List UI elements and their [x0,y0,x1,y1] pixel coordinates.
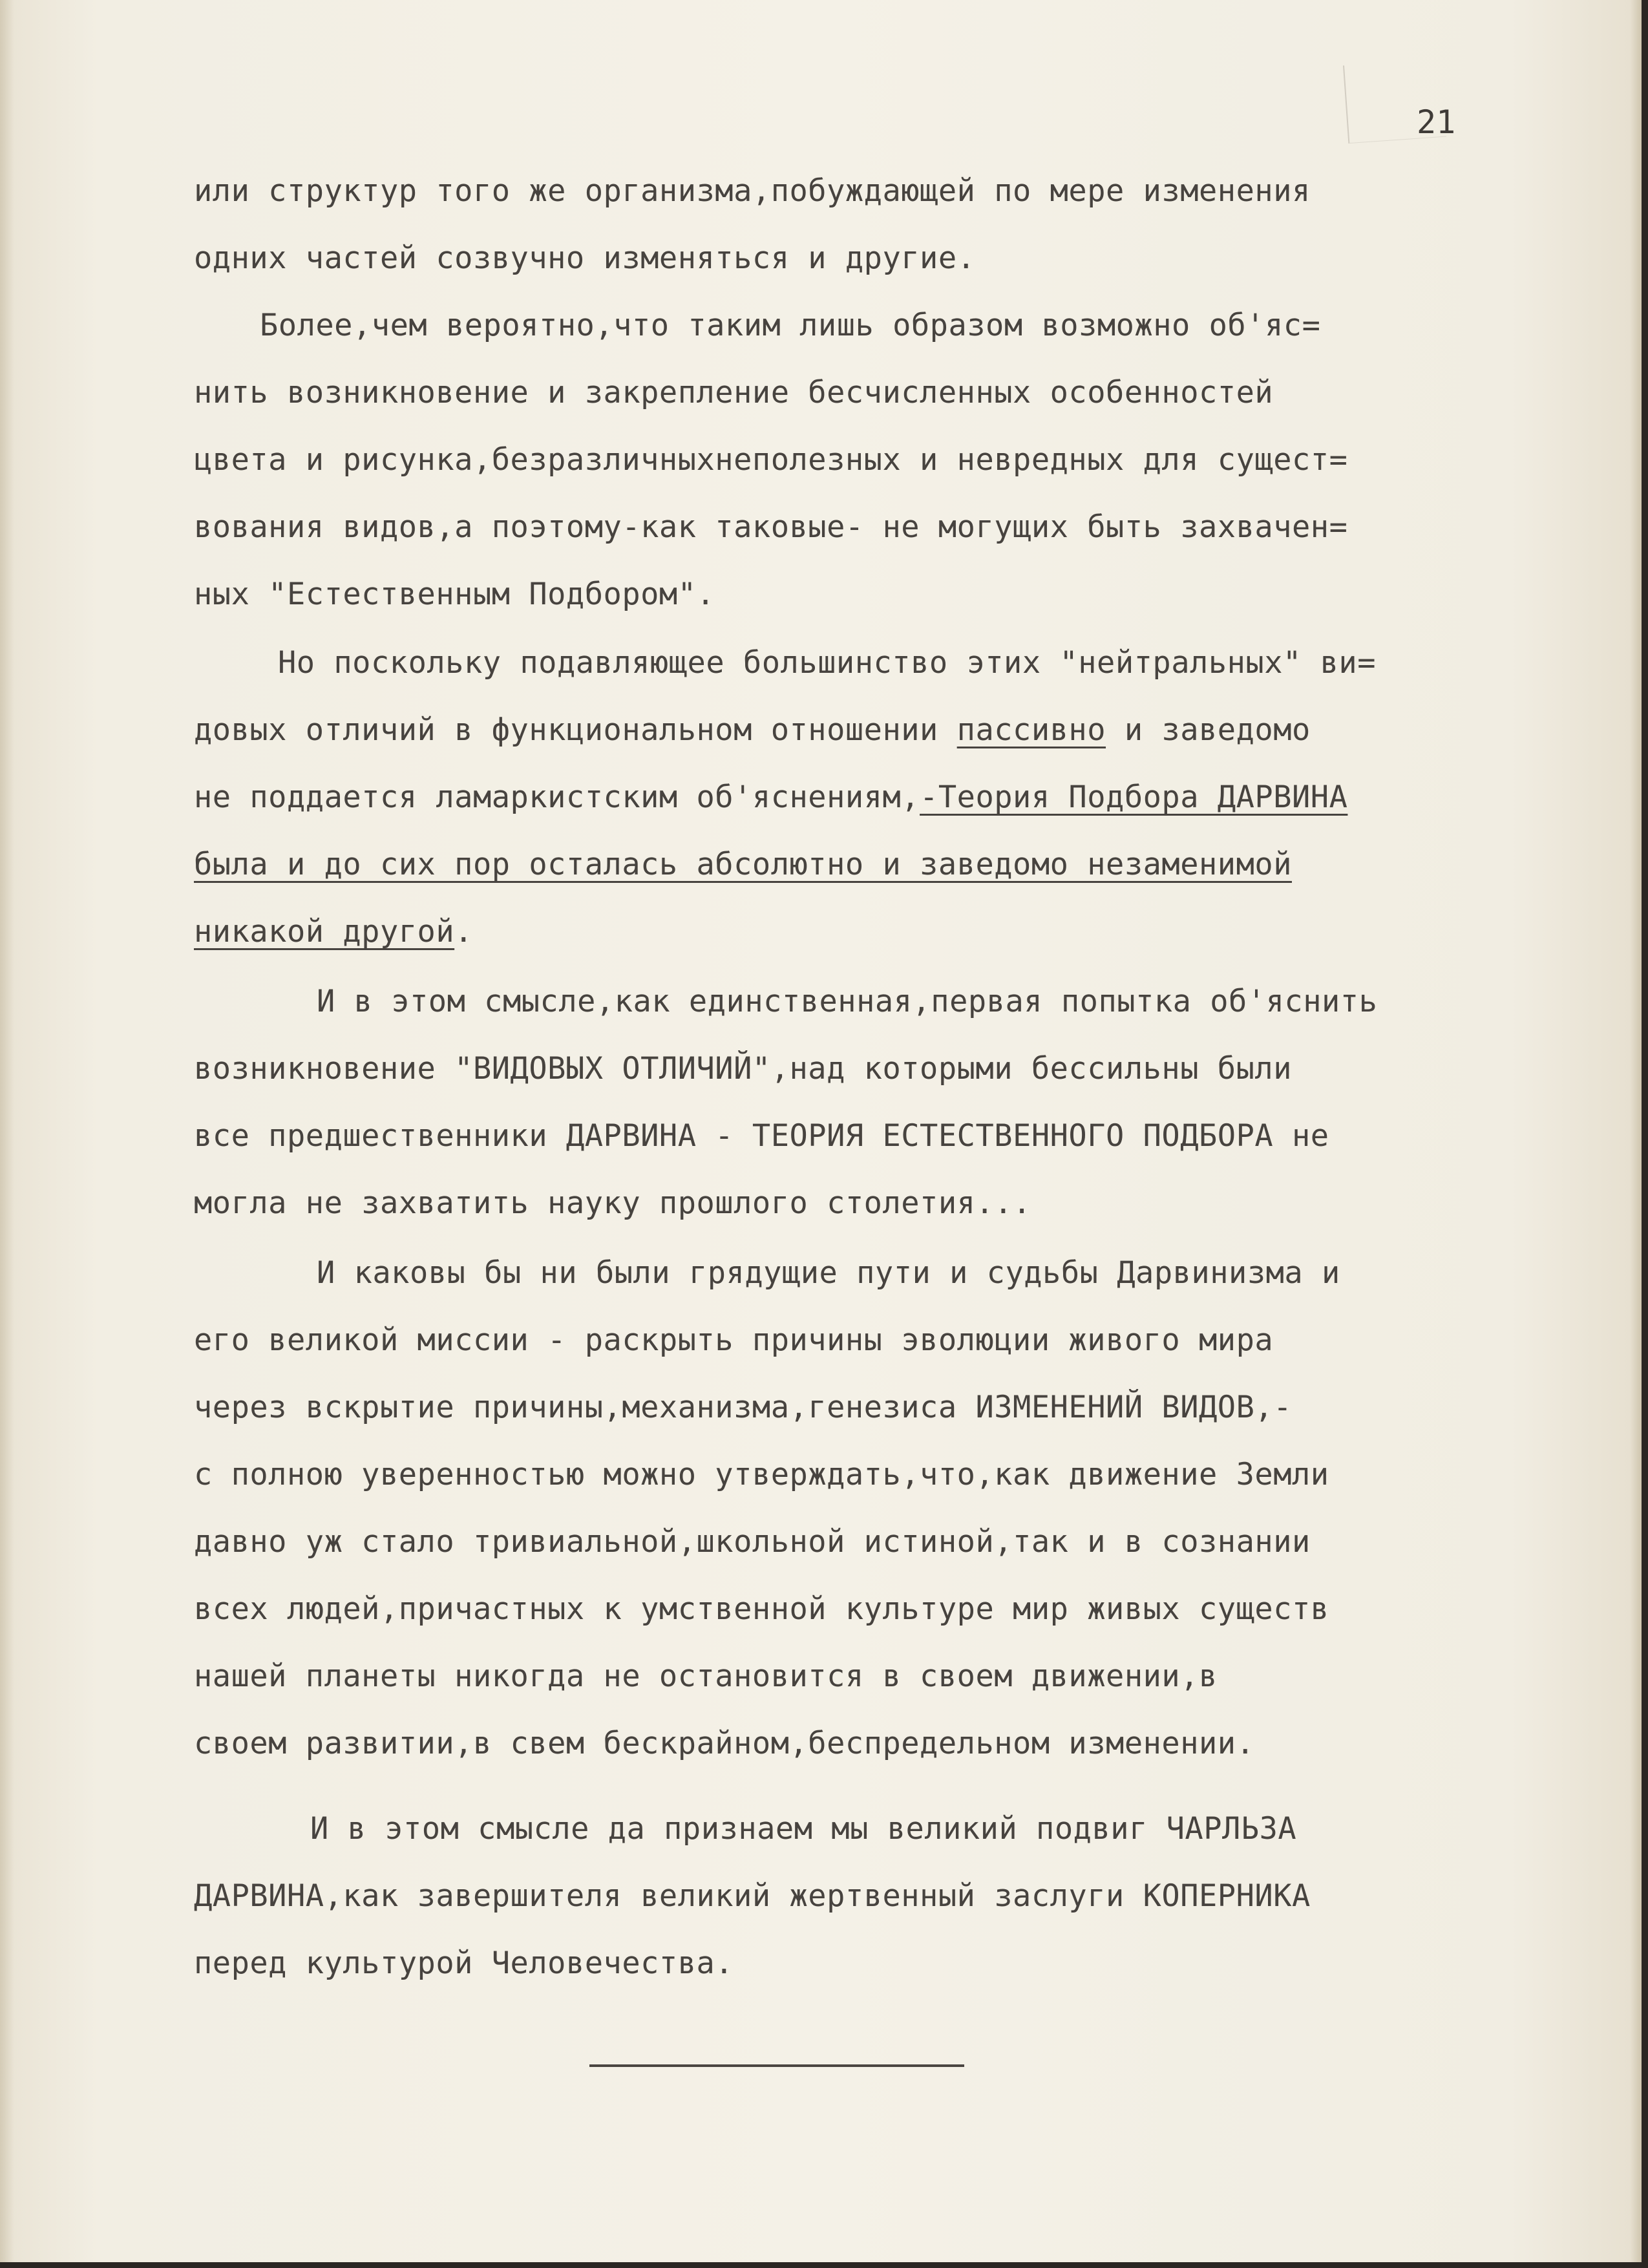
text-line: возникновение "ВИДОВЫХ ОТЛИЧИЙ",над которыми бессильны были [194,1051,1292,1086]
text-line: Но поскольку подавляющее большинство этих "нейтральных" ви= [278,645,1376,681]
text-line: всех людей,причастных к умственной культуре мир живых существ [194,1591,1329,1627]
text-line: И в этом смысле,как единственная,первая попытка об'яснить [317,984,1378,1019]
closing-rule [589,2064,964,2067]
text-line: И каковы бы ни были грядущие пути и судьбы Дарвинизма и [317,1255,1340,1291]
text-line: Более,чем вероятно,что таким лишь образом возможно об'яс= [260,308,1321,343]
text-line: с полною уверенностью можно утверждать,что,как движение Земли [194,1457,1329,1492]
text-line: нить возникновение и закрепление бесчисленных особенностей [194,375,1274,410]
text-segment: не поддается ламаркистским об'яснениям, [194,779,920,815]
text-line: ных "Естественным Подбором". [194,577,715,612]
text-line [194,778,1347,817]
underlined-text: никакой другой [194,914,455,949]
text-line [194,845,1292,884]
text-line: цвета и рисунка,безразличныхнеполезных и невредных для сущест= [194,442,1348,478]
text-line: или структур того же организма,побуждающей по мере изменения [194,173,1311,209]
text-line: давно уж стало тривиальной,школьной истиной,так и в сознании [194,1524,1311,1560]
text-segment: . [454,914,473,949]
text-line: все предшественники ДАРВИНА - ТЕОРИЯ ЕСТЕСТВЕННОГО ПОДБОРА не [194,1118,1329,1154]
underlined-text: была и до сих пор осталась абсолютно и заведомо незаменимой [194,847,1292,882]
page-number: 21 [1417,103,1456,141]
text-line: ДАРВИНА,как завершителя великий жертвенный заслуги КОПЕРНИКА [194,1878,1311,1914]
text-line: его великой миссии - раскрыть причины эволюции живого мира [194,1322,1274,1358]
text-segment: и заведомо [1106,712,1311,748]
text-line [194,913,473,951]
page-right-edge [1630,0,1642,2262]
text-segment: довых отличий в функциональном отношении [194,712,957,748]
page-left-edge [0,0,14,2262]
text-line: И в этом смысле да признаем мы великий подвиг ЧАРЛЬЗА [310,1811,1297,1847]
text-line: своем развитии,в свем бескрайном,беспредельном изменении. [194,1726,1255,1761]
text-line: вования видов,а поэтому-как таковые- не могущих быть захвачен= [194,509,1348,545]
underlined-text: пассивно [956,712,1106,748]
text-line [194,711,1311,750]
text-line: через вскрытие причины,механизма,генезиса ИЗМЕНЕНИЙ ВИДОВ,- [194,1390,1292,1425]
text-line: могла не захватить науку прошлого столетия... [194,1185,1031,1221]
text-line: одних частей созвучно изменяться и другие. [194,240,976,276]
text-line: нашей планеты никогда не остановится в своем движении,в [194,1659,1218,1694]
underlined-text: -Теория Подбора ДАРВИНА [920,779,1348,815]
text-line: перед культурой Человечества. [194,1945,734,1981]
